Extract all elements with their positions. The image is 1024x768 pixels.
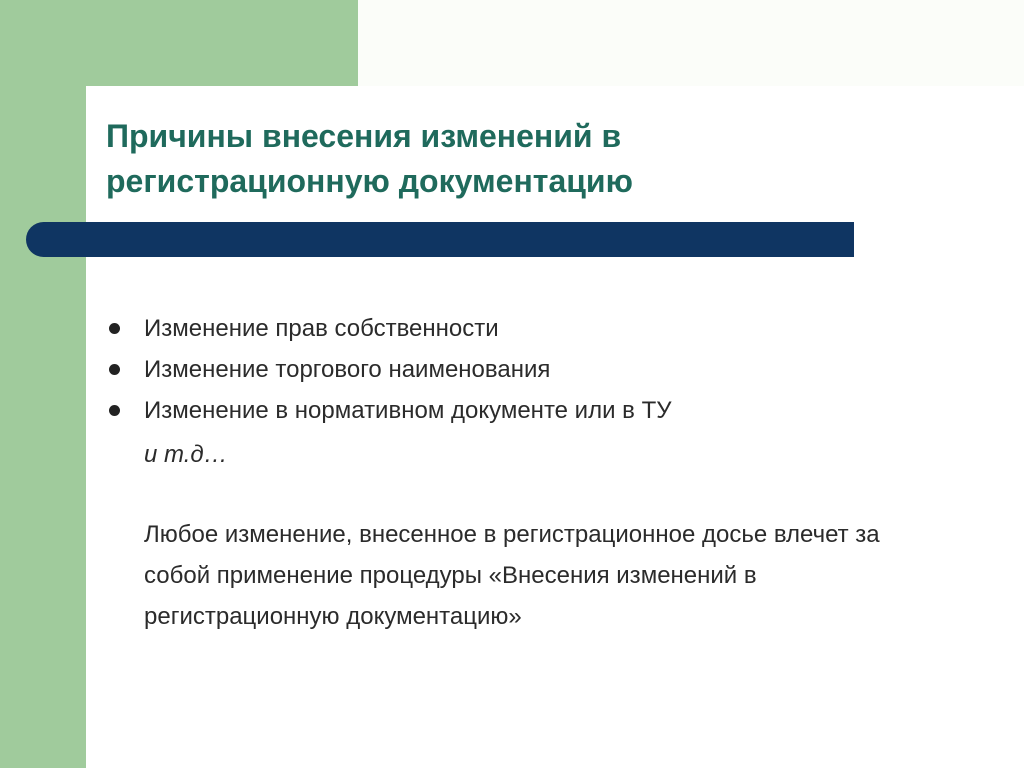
bullet-text: Изменение в нормативном документе или в ТУ	[144, 397, 672, 424]
note-paragraph: Любое изменение, внесенное в регистрационное досье влечет за собой применение процедуры «Внесения изменений в регистрационную документацию»	[144, 521, 880, 630]
bullet-item	[100, 390, 920, 431]
bullet-dot-icon	[109, 405, 120, 416]
bullet-item	[100, 308, 920, 349]
slide-title: Причины внесения изменений в регистрационную документацию	[106, 118, 633, 199]
green-side-band	[0, 0, 86, 768]
bullet-dot-icon	[109, 364, 120, 375]
bullet-text: Изменение торгового наименования	[144, 356, 551, 383]
bullet-list	[100, 308, 920, 431]
etc-text: и т.д…	[144, 441, 228, 468]
bullet-dot-icon	[109, 323, 120, 334]
title-divider-bar	[26, 222, 854, 257]
bullet-text: Изменение прав собственности	[144, 315, 499, 342]
bullet-item	[100, 349, 920, 390]
